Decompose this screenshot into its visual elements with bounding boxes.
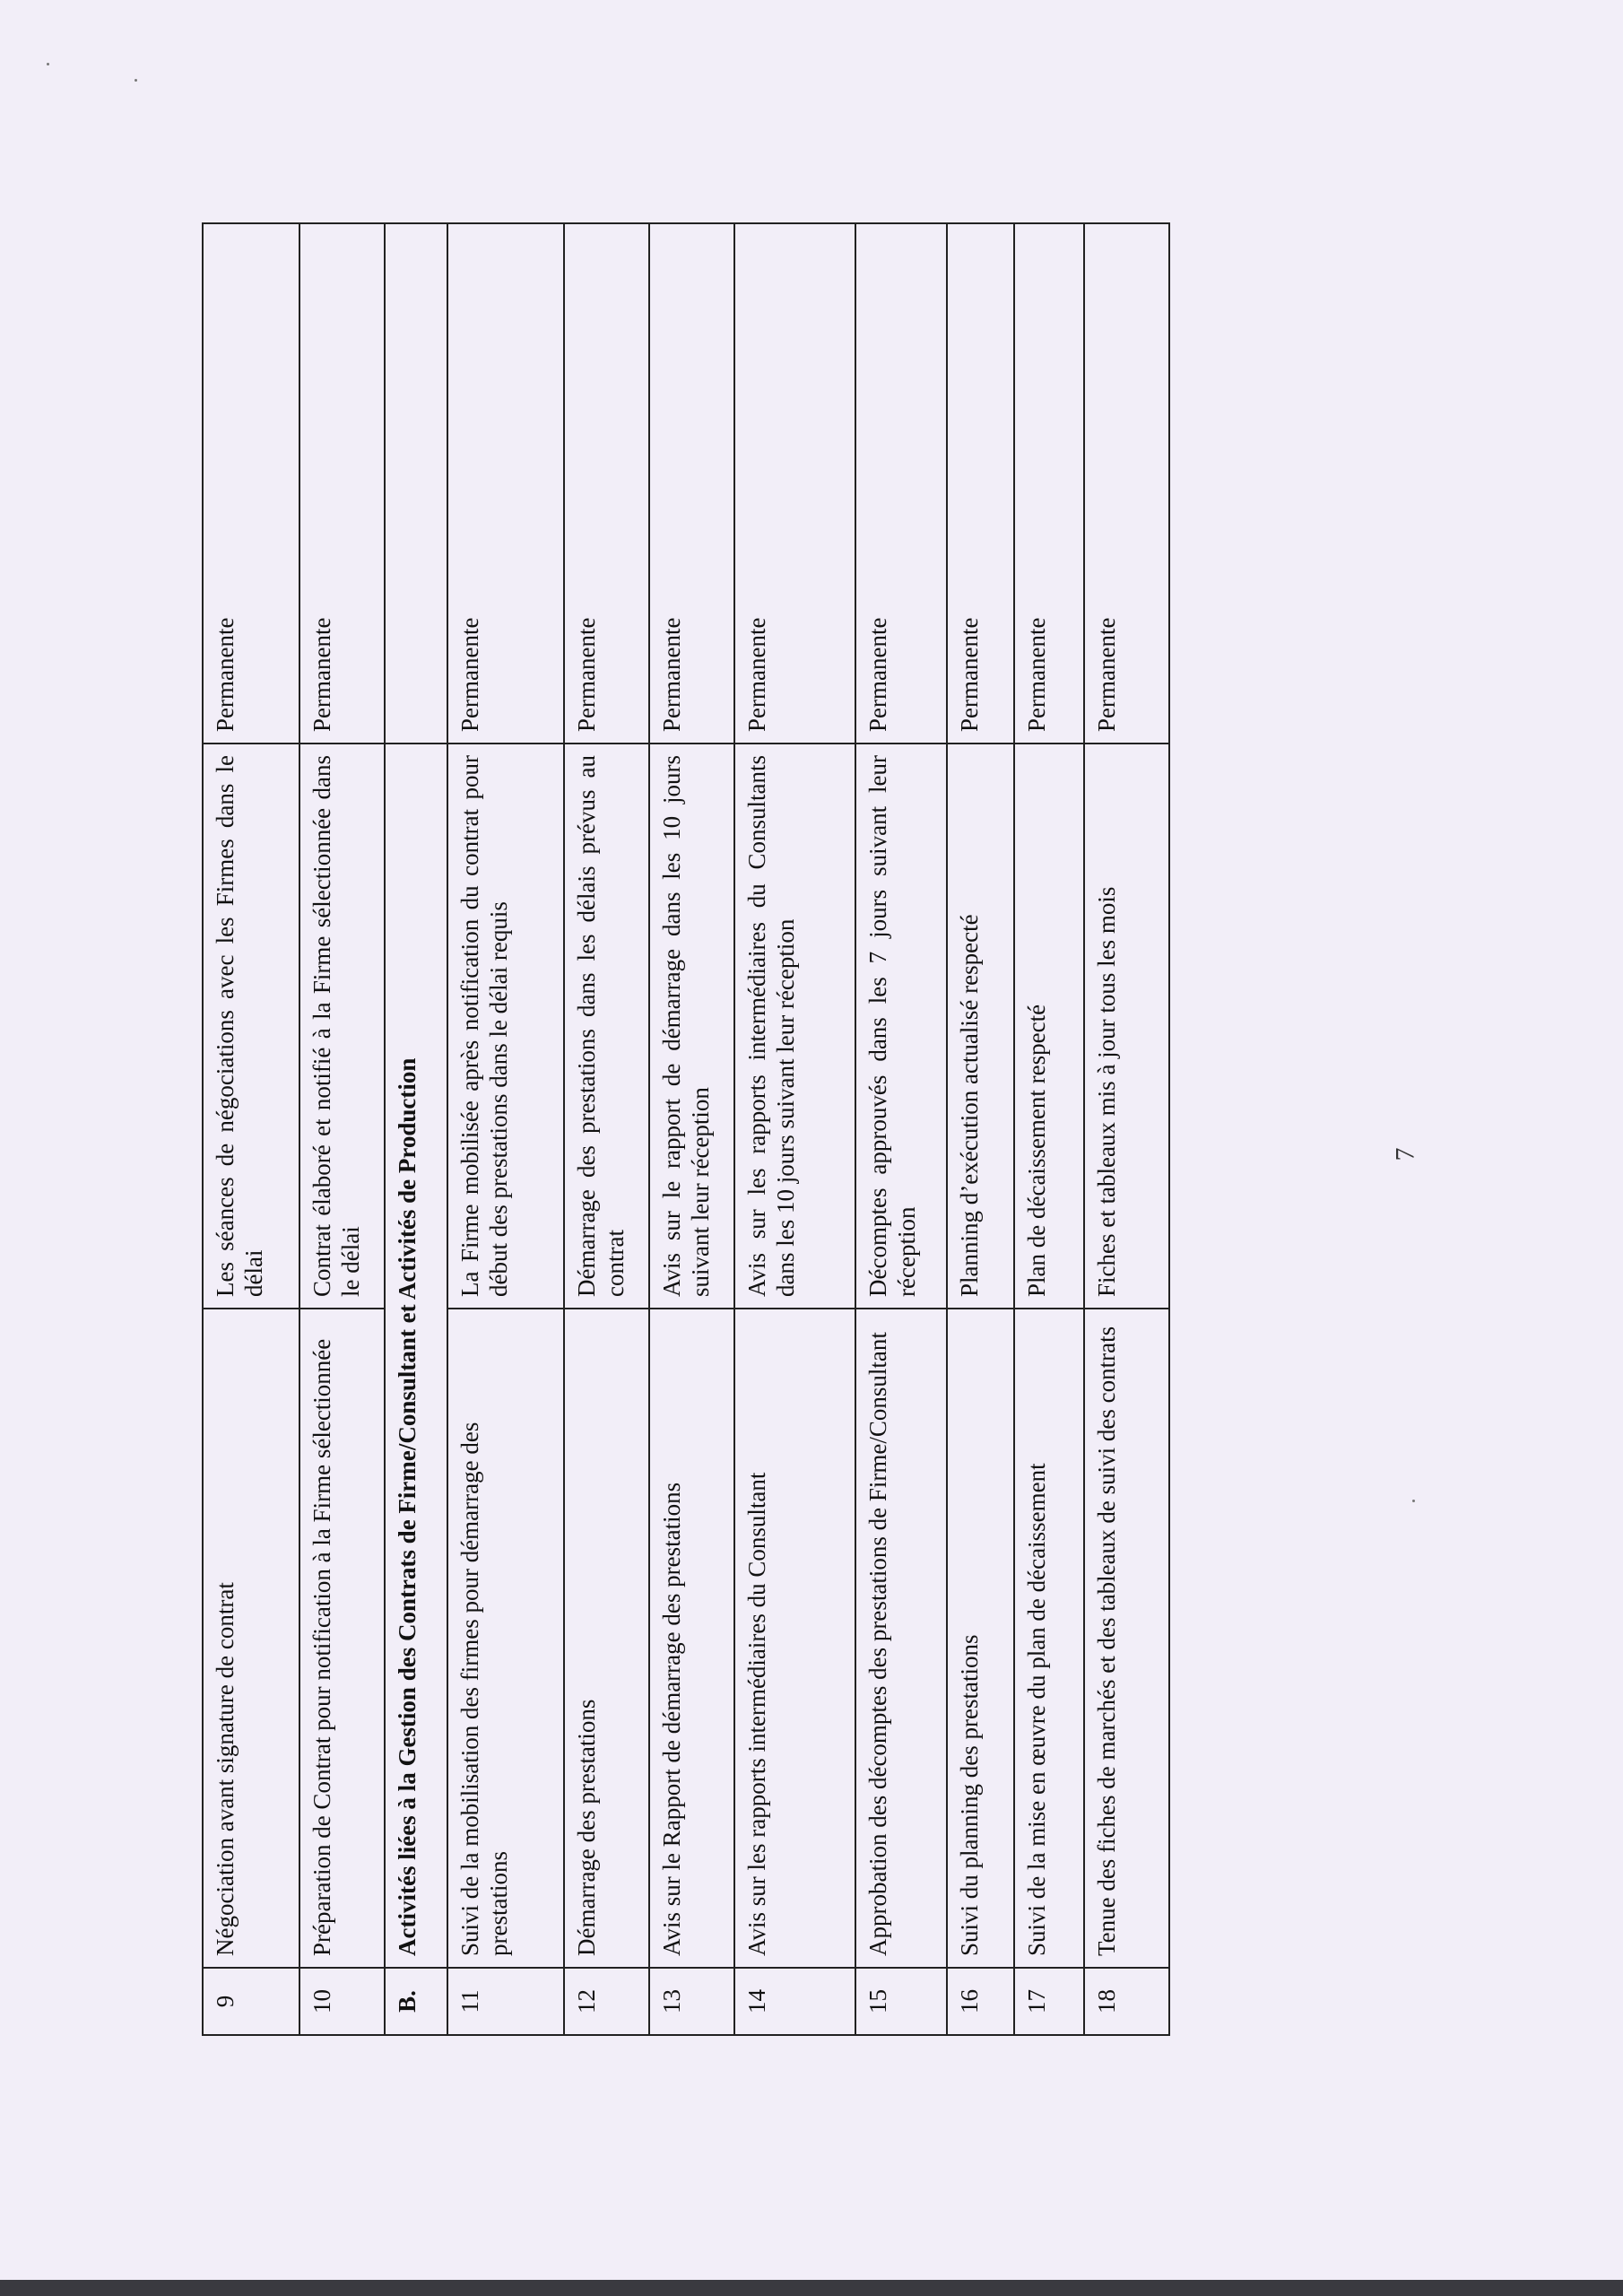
indicator-cell: La Firme mobilisée après notification du contrat pour début des prestations dans le délai requis xyxy=(447,744,564,1309)
row-number: 13 xyxy=(649,1968,734,2035)
page-number: 7 xyxy=(1390,1147,1420,1161)
period-cell: Permanente xyxy=(1084,223,1169,744)
row-number: 9 xyxy=(203,1968,299,2035)
period-cell: Permanente xyxy=(564,223,649,744)
scan-speck xyxy=(47,63,49,65)
activity-cell: Suivi du planning des prestations xyxy=(947,1309,1014,1968)
table-row xyxy=(1084,223,1169,2035)
activity-cell: Avis sur les rapports intermédiaires du Consultant xyxy=(734,1309,855,1968)
row-number: 10 xyxy=(299,1968,385,2035)
table-row xyxy=(299,223,385,2035)
table-row xyxy=(649,223,734,2035)
activity-cell: Approbation des décomptes des prestations de Firme/Consultant xyxy=(855,1309,947,1968)
period-cell: Permanente xyxy=(1014,223,1084,744)
scan-speck xyxy=(135,79,137,82)
period-cell: Permanente xyxy=(203,223,299,744)
indicator-cell: Décomptes approuvés dans les 7 jours suivant leur réception xyxy=(855,744,947,1309)
period-cell: Permanente xyxy=(947,223,1014,744)
table-row xyxy=(564,223,649,2035)
section-code: B. xyxy=(385,1968,447,2035)
activity-cell: Préparation de Contrat pour notification à la Firme sélectionnée xyxy=(299,1309,385,1968)
scan-edge xyxy=(0,2280,1623,2296)
table-row xyxy=(947,223,1014,2035)
activity-cell: Suivi de la mise en œuvre du plan de décaissement xyxy=(1014,1309,1084,1968)
indicator-cell: Avis sur les rapports intermédiaires du Consultants dans les 10 jours suivant leur réception xyxy=(734,744,855,1309)
indicator-cell: Les séances de négociations avec les Firmes dans le délai xyxy=(203,744,299,1309)
indicator-cell: Plan de décaissement respecté xyxy=(1014,744,1084,1309)
table-row xyxy=(855,223,947,2035)
row-number: 12 xyxy=(564,1968,649,2035)
row-number: 11 xyxy=(447,1968,564,2035)
table-row xyxy=(734,223,855,2035)
period-cell: Permanente xyxy=(855,223,947,744)
row-number: 16 xyxy=(947,1968,1014,2035)
period-cell: Permanente xyxy=(447,223,564,744)
section-title: Activités liées à la Gestion des Contrats de Firme/Consultant et Activités de Production xyxy=(385,744,447,1968)
indicator-cell: Avis sur le rapport de démarrage dans les 10 jours suivant leur réception xyxy=(649,744,734,1309)
period-cell: Permanente xyxy=(649,223,734,744)
row-number: 14 xyxy=(734,1968,855,2035)
row-number: 17 xyxy=(1014,1968,1084,2035)
activity-cell: Tenue des fiches de marchés et des tableaux de suivi des contrats xyxy=(1084,1309,1169,1968)
scan-speck xyxy=(1412,1500,1415,1502)
row-number: 15 xyxy=(855,1968,947,2035)
table-row xyxy=(1014,223,1084,2035)
table-row xyxy=(447,223,564,2035)
rotated-document xyxy=(202,224,1228,2036)
activity-cell: Avis sur le Rapport de démarrage des prestations xyxy=(649,1309,734,1968)
table-row xyxy=(203,223,299,2035)
indicator-cell: Planning d’exécution actualisé respecté xyxy=(947,744,1014,1309)
indicator-cell: Contrat élaboré et notifié à la Firme sélectionnée dans le délai xyxy=(299,744,385,1309)
section-empty-cell xyxy=(385,223,447,744)
row-number: 18 xyxy=(1084,1968,1169,2035)
section-row xyxy=(385,223,447,2035)
indicator-cell: Fiches et tableaux mis à jour tous les mois xyxy=(1084,744,1169,1309)
activity-cell: Négociation avant signature de contrat xyxy=(203,1309,299,1968)
indicator-cell: Démarrage des prestations dans les délais prévus au contrat xyxy=(564,744,649,1309)
activity-cell: Démarrage des prestations xyxy=(564,1309,649,1968)
activities-table xyxy=(202,222,1170,2036)
activity-cell: Suivi de la mobilisation des firmes pour démarrage des prestations xyxy=(447,1309,564,1968)
period-cell: Permanente xyxy=(734,223,855,744)
period-cell: Permanente xyxy=(299,223,385,744)
